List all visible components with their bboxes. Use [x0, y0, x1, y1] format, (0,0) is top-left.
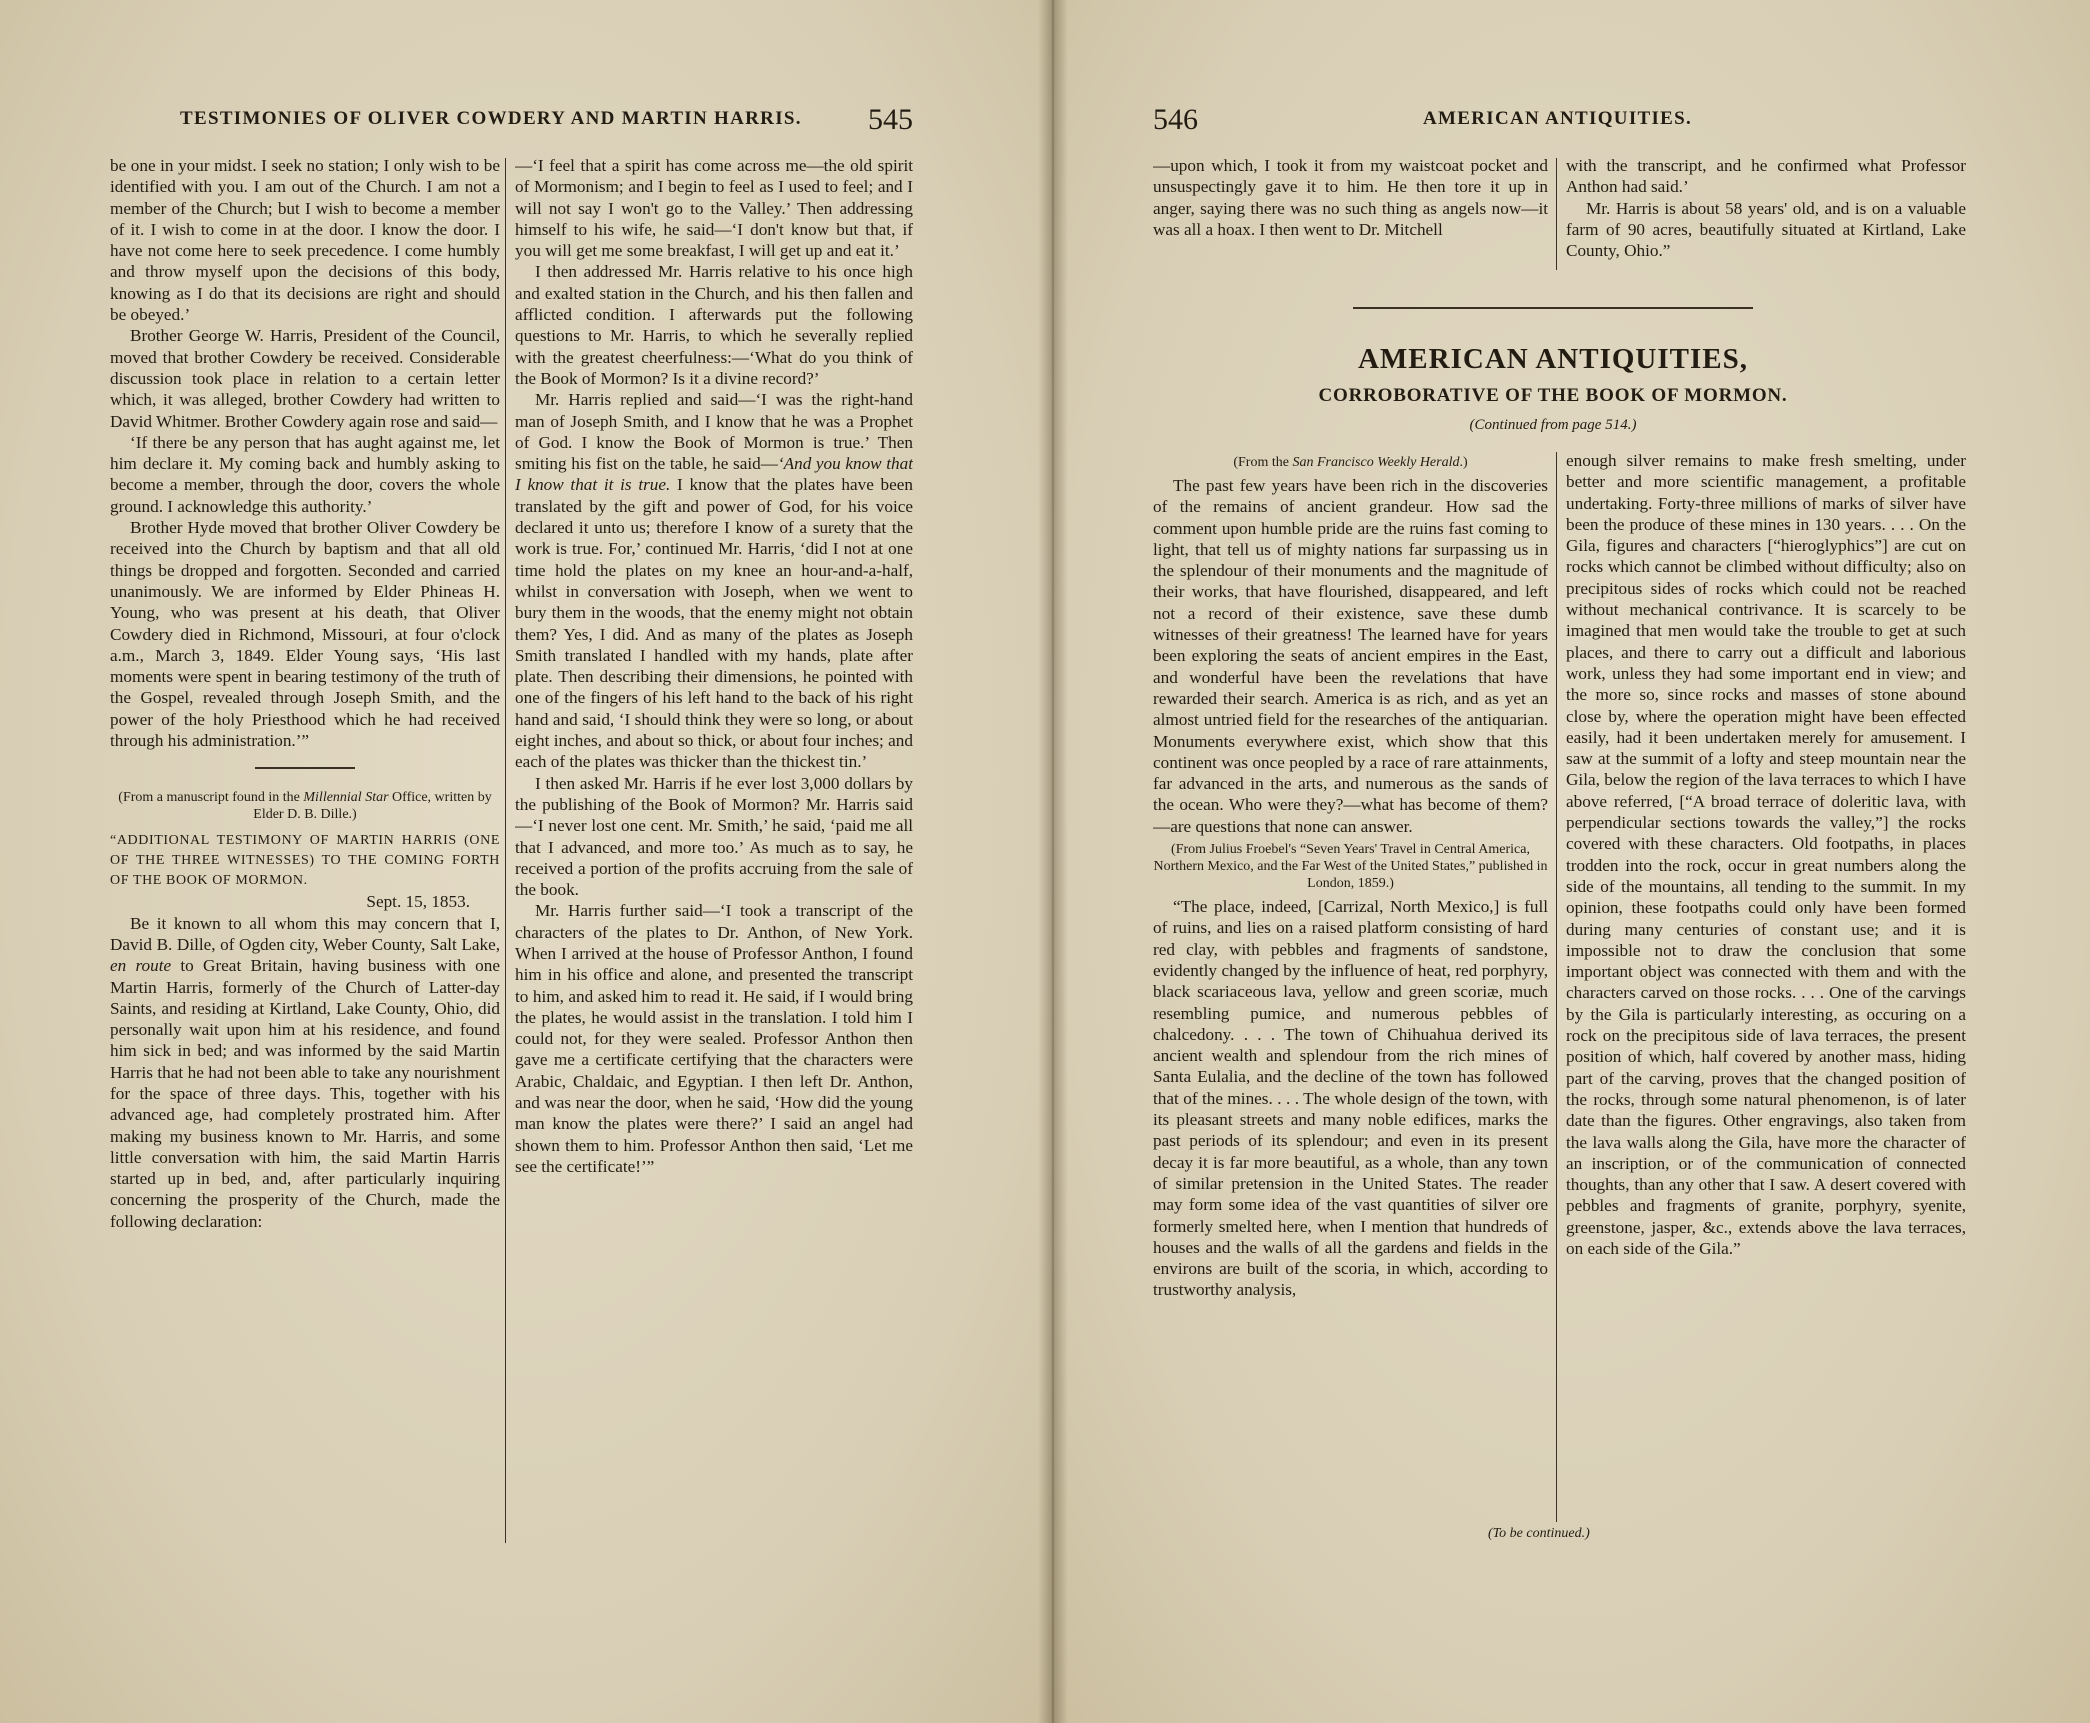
paragraph: Brother George W. Harris, President of the Council, moved that brother Cowdery be received. Considerable discussion took place in relation to a certain letter which, it was alleged, brother Cowdery had written to David Whitmer. Brother Cowdery again rose and said— [110, 326, 500, 431]
article-title: AMERICAN ANTIQUITIES, [1357, 343, 1748, 375]
page-number: 546 [1153, 103, 1198, 136]
column-1 [1153, 450, 1548, 1525]
section-divider [1353, 307, 1753, 309]
article-subtitle: CORROBORATIVE OF THE BOOK OF MORMON. [1318, 385, 1788, 406]
running-head: AMERICAN ANTIQUITIES. [1423, 108, 1693, 129]
paragraph: “The place, indeed, [Carrizal, North Mexico,] is full of ruins, and lies on a raised platform consisting of hard red clay, with pebbles and fragments of sandstone, evidently changed by the influence of heat, red porphyry, black scariaceous lava, yellow and green scoriæ, much resembling pumice, and numerous pebbles of chalcedony. . . . The town of Chihuahua derived its ancient wealth and splendour from the rich mines of Santa Eulalia, and the decline of the town has followed that of the mines. . . . The whole design of the town, with its pleasant streets and many noble edifices, marks the past periods of its splendour; and even in its present decay it is far more beautiful, as a whole, than any town of similar pretension in the United States. The reader may form some idea of the vast quantities of silver ore formerly smelted here, when I mention that hundreds of houses and the walls of all the gardens and fields in the environs are built of the scoria, in which, according to trustworthy analysis, [1153, 897, 1548, 1300]
section-divider [255, 767, 355, 769]
source-note: (From the San Francisco Weekly Herald.) [1233, 455, 1468, 470]
paragraph: I then asked Mr. Harris if he ever lost 3,000 dollars by the publishing of the Book of Mormon? Mr. Harris said—‘I never lost one cent. Mr. Smith,’ he said, ‘paid me all that I advanced, and more too.’ As much as to say, he received a portion of the profits accruing from the sale of the book. [515, 773, 913, 900]
paragraph: —upon which, I took it from my waistcoat pocket and unsuspectingly gave it to him. He then tore it up in anger, saying there was no such thing as angels now—it was all a hoax. I then went to Dr. Mitchell [1153, 156, 1548, 239]
paragraph: enough silver remains to make fresh smelting, under better and more scientific management, a profitable undertaking. Forty-three millions of marks of silver have been the produce of these mines in 130 years. . . . On the Gila, figures and characters [“hieroglyphics”] are cut on rocks which cannot be climbed without difficulty; also on precipitous sides of rocks which could not be reached without mechanical contrivance. It is scarcely to be imagined that men would take the trouble to get at such places, and there to carry out a difficult and laborious work, unless they had some important end in view; and the more so, since rocks and masses of stone abound close by, where the operation might have been effected easily, had it been undertaken merely for amusement. I saw at the summit of a lofty and steep mountain near the Gila, below the region of the lava terraces to which I have above referred, [“A broad terrace of doleritic lava, with perpendicular sections towards the valley,”] the rocks covered with these characters. Old footpaths, in places trodden into the rock, occur in great numbers along the side of the mountains, all tending to the summit. In my opinion, these footpaths could only have been formed during many centuries of constant use; and it is impossible not to draw the conclusion that some important object was connected with them and with the characters carved on those rocks. . . . One of the carvings by the Gila is particularly interesting, as occuring on a rock on the precipitous side of lava terraces, the present position of which, half covered by another mass, hiding part of the carving, proves that the changed position of the rocks, through some natural phenomenon, is of later date than the figures. Other engravings, also taken from the lava walls along the Gila, have more the character of an inscription, or of the communication of connected thoughts, than any other that I saw. A desert covered with pebbles and fragments of granite, porphyry, syenite, greenstone, jasper, &c., extends above the lava terraces, on each side of the Gila.” [1566, 451, 1966, 1258]
paragraph: Mr. Harris further said—‘I took a transcript of the characters of the plates to Dr. Anthon, of New York. When I arrived at the house of Professor Anthon, I found him in his office and alone, and presented the transcript to him, and asked him to read it. He said, if I would bring the plates, he would assist in the translation. I told him I could not, for they were sealed. Professor Anthon then gave me a certificate certifying that the characters were Arabic, Chaldaic, and Egyptian. I then left Dr. Anthon, and was near the door, when he said, ‘How did the young man know the plates were there?’ I said an angel had shown them to him. Professor Anthon then said, ‘Let me see the certificate!’” [515, 901, 913, 1176]
paragraph: Mr. Harris is about 58 years' old, and is on a valuable farm of 90 acres, beautifully situated at Kirtland, Lake County, Ohio.” [1566, 198, 1966, 261]
to-be-continued: (To be continued.) [1488, 1526, 1590, 1541]
book-gutter [1038, 0, 1068, 1723]
source-note: (From a manuscript found in the Millennial Star Office, written by Elder D. B. Dille.) [118, 790, 492, 823]
paragraph: Mr. Harris replied and said—‘I was the right-hand man of Joseph Smith, and I know that he was a Prophet of God. I know the Book of Mormon is true.’ Then smiting his fist on the table, he said—‘And you know that I know that it is true. I know that the plates have been translated by the gift and power of God, for his voice declared it unto us; therefore I know of a surety that the work is true. For,’ continued Mr. Harris, ‘did I not at one time hold the plates on my knee an hour-and-a-half, whilst in conversation with Joseph, when we went to bury them in the woods, that the enemy might not obtain them? Yes, I did. And as many of the plates as Joseph Smith translated I handled with my hands, plate after plate. Then describing their dimensions, he pointed with one of the fingers of his left hand to the back of his right hand and said, ‘I should think they were so long, or about eight inches, and about so thick, or about four inches; and each of the plates was thicker than the thickest tin.’ [515, 390, 913, 772]
continued-note: (Continued from page 514.) [1469, 417, 1637, 433]
column-rule [1556, 452, 1557, 1522]
source-note: (From Julius Froebel's “Seven Years' Travel in Central America, Northern Mexico, and the Far West of the United States,” published in London, 1859.) [1153, 842, 1548, 892]
running-head: TESTIMONIES OF OLIVER COWDERY AND MARTIN HARRIS. [180, 108, 802, 129]
paragraph: with the transcript, and he confirmed what Professor Anthon had said.’ [1566, 156, 1966, 197]
top-column-1 [1153, 155, 1548, 275]
paragraph: Be it known to all whom this may concern that I, David B. Dille, of Ogden city, Weber County, Salt Lake, en route to Great Britain, having business with one Martin Harris, formerly of the Church of Latter-day Saints, and residing at Kirtland, Lake County, Ohio, did personally wait upon him at his residence, and found him sick in bed; and was informed by the said Martin Harris that he had not been able to take any nourishment for the space of three days. This, together with his advanced age, had completely prostrated him. After making my business known to Mr. Harris, and some little conversation with him, the said Martin Harris started up in bed, and, after particularly inquiring concerning the prosperity of the Church, made the following declaration: [110, 913, 500, 1231]
column-rule [1556, 158, 1557, 270]
date-line: Sept. 15, 1853. [366, 892, 470, 912]
column-2 [515, 155, 913, 1550]
top-column-2 [1566, 155, 1966, 275]
paragraph: be one in your midst. I seek no station; I only wish to be identified with you. I am out of the Church. I am not a member of the Church; but I wish to become a member of it. I wish to come in at the door. I know the door. I have not come here to seek precedence. I come humbly and throw myself upon the decisions of this body, knowing as I do that its decisions are right and should be obeyed.’ [110, 156, 500, 325]
right-page [1053, 0, 2090, 1723]
paragraph: Brother Hyde moved that brother Oliver Cowdery be received into the Church by baptism and that all old things be dropped and forgotten. Seconded and carried unanimously. We are informed by Elder Phineas H. Young, who was present at his death, that Oliver Cowdery died in Richmond, Missouri, at four o'clock a.m., March 3, 1849. Elder Young says, ‘His last moments were spent in bearing testimony of the truth of the Gospel, revealed through Joseph Smith, and the power of the holy Priesthood which he had received through his administration.’” [110, 518, 500, 751]
page-number: 545 [868, 103, 913, 136]
paragraph: ‘If there be any person that has aught against me, let him declare it. My coming back and humbly asking to become a member, through the door, covers the whole ground. I acknowledge this authority.’ [110, 432, 500, 516]
column-2 [1566, 450, 1966, 1525]
paragraph: I then addressed Mr. Harris relative to his once high and exalted station in the Church, and his then fallen and afflicted condition. I afterwards put the following questions to Mr. Harris, to which he severally replied with the greatest cheerfulness:—‘What do you think of the Book of Mormon? Is it a divine record?’ [515, 262, 913, 388]
paragraph: —‘I feel that a spirit has come across me—the old spirit of Mormonism; and I begin to feel as I used to feel; and I will not say I won't go to the Valley.’ Then addressing himself to his wife, he said—‘I don't know but that, if you will get me some breakfast, I will get up and eat it.’ [515, 156, 913, 261]
section-heading: “ADDITIONAL TESTIMONY OF MARTIN HARRIS (ONE OF THE THREE WITNESSES) TO THE COMING FORTH OF THE BOOK OF MORMON. [110, 833, 500, 889]
column-1 [110, 155, 500, 1550]
column-rule [505, 158, 506, 1543]
paragraph: The past few years have been rich in the discoveries of the remains of ancient grandeur. How sad the comment upon humble pride are the ruins fast coming to light, that tell us of mighty nations far surpassing us in the splendour of their monuments and the magnitude of their works, that have flourished, disappeared, and left not a record of their existence, save these dumb witnesses of their greatness! The learned have for years been exploring the seats of ancient empires in the East, and wonderful have been the revelations that have rewarded their search. America is as rich, and as yet an almost untried field for the researches of the antiquarian. Monuments everywhere exist, which show that this continent was once peopled by a race of rare attainments, far advanced in the arts, and numerous as the sands of the ocean. Who were they?—what has become of them?—are questions that none can answer. [1153, 476, 1548, 836]
